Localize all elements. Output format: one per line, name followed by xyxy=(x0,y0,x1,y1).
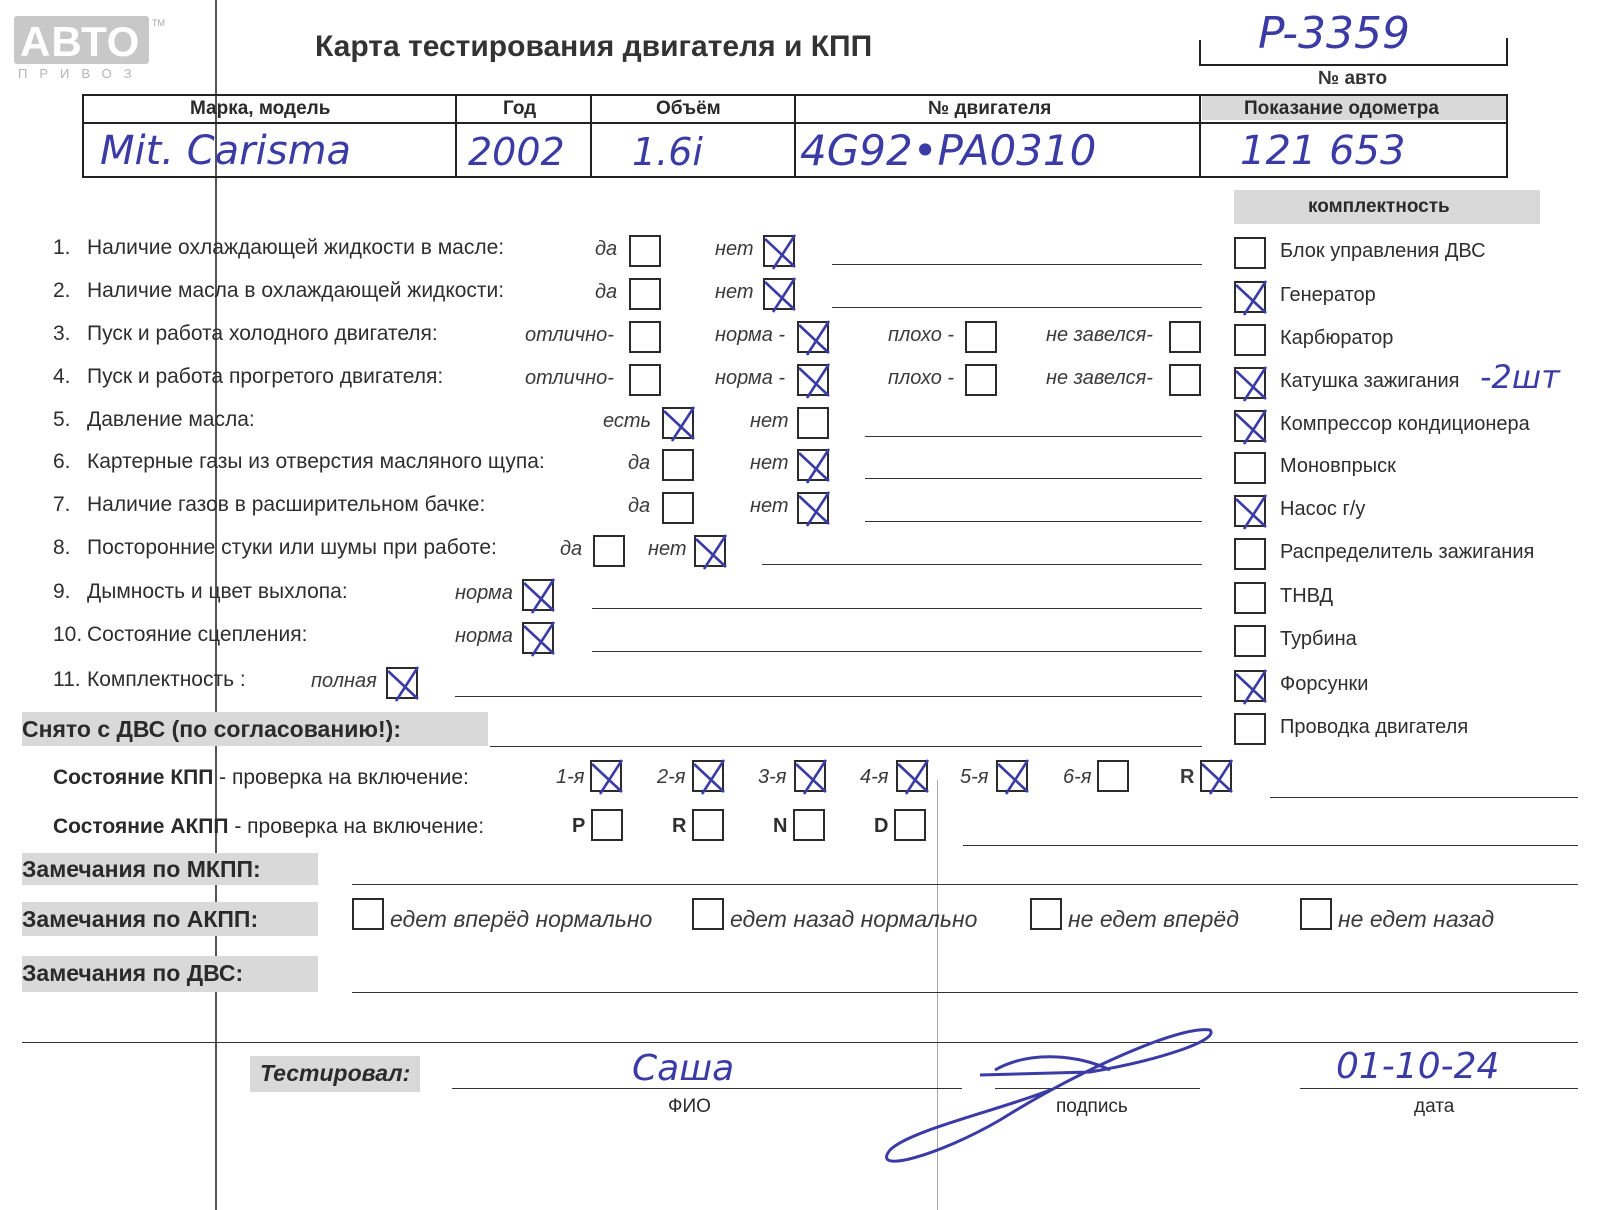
question-text: Комплектность : xyxy=(87,668,246,691)
answer-line xyxy=(865,521,1202,522)
akpp-line xyxy=(963,845,1578,846)
check-mark xyxy=(792,754,832,798)
akpp-position-label: R xyxy=(672,815,687,837)
check-mark xyxy=(520,616,560,660)
removed-line xyxy=(490,746,1202,747)
remarks-mkpp-label: Замечания по МКПП: xyxy=(22,856,261,882)
tested-label: Тестировал: xyxy=(260,1060,411,1086)
option-checkbox[interactable] xyxy=(629,235,661,267)
akpp-remark-checkbox[interactable] xyxy=(352,898,384,930)
akpp-remark-label: едет назад нормально xyxy=(730,906,978,932)
answer-line xyxy=(762,564,1202,565)
value-year: 2002 xyxy=(468,130,565,174)
completeness-checkbox[interactable] xyxy=(1234,713,1266,745)
option-label: да xyxy=(595,238,618,260)
question-number: 5. xyxy=(53,408,71,431)
option-label: нет xyxy=(750,452,789,474)
check-mark xyxy=(761,272,801,316)
question-number: 1. xyxy=(53,236,71,259)
answer-line xyxy=(832,307,1202,308)
completeness-item-label: Генератор xyxy=(1280,284,1376,306)
value-odometer: 121 653 xyxy=(1240,128,1406,174)
check-mark xyxy=(1232,489,1272,533)
question-number: 7. xyxy=(53,493,71,516)
completeness-item-label: Турбина xyxy=(1280,628,1357,650)
check-mark xyxy=(520,573,560,617)
col-odometer: Показание одометра xyxy=(1244,98,1439,119)
option-label: не завелся- xyxy=(1046,367,1153,389)
question-number: 3. xyxy=(53,322,71,345)
question-number: 8. xyxy=(53,536,71,559)
completeness-item-label: Карбюратор xyxy=(1280,327,1394,349)
value-make: Mit. Carisma xyxy=(100,128,352,174)
completeness-checkbox[interactable] xyxy=(1234,538,1266,570)
akpp-position-checkbox[interactable] xyxy=(591,809,623,841)
check-mark xyxy=(1232,404,1272,448)
option-checkbox[interactable] xyxy=(629,278,661,310)
akpp-remark-checkbox[interactable] xyxy=(692,898,724,930)
option-checkbox[interactable] xyxy=(662,449,694,481)
logo-sub: ПРИВОЗ xyxy=(18,66,144,81)
akpp-remark-label: едет вперёд нормально xyxy=(390,906,653,932)
kpp-line xyxy=(1270,797,1578,798)
option-label: нет xyxy=(750,495,789,517)
date-line xyxy=(1300,1088,1578,1089)
completeness-item-label: Моновпрыск xyxy=(1280,455,1396,477)
answer-line xyxy=(865,478,1202,479)
value-engine-no: 4G92•PA0310 xyxy=(800,126,1097,175)
gear-label: 1-я xyxy=(556,766,585,788)
option-label: плохо - xyxy=(888,367,955,389)
option-label: нет xyxy=(715,238,754,260)
answer-line xyxy=(832,264,1202,265)
check-mark xyxy=(1232,275,1272,319)
check-mark xyxy=(795,315,835,359)
col-year: Год xyxy=(503,98,537,119)
akpp-position-label: D xyxy=(874,815,889,837)
akpp-position-label: P xyxy=(572,815,586,837)
akpp-position-checkbox[interactable] xyxy=(894,809,926,841)
remarks-akpp-label: Замечания по АКПП: xyxy=(22,906,259,932)
completeness-item-label: Проводка двигателя xyxy=(1280,716,1469,738)
completeness-item-label: Катушка зажигания xyxy=(1280,370,1460,392)
check-mark xyxy=(894,754,934,798)
remarks-dvs-label: Замечания по ДВС: xyxy=(22,960,244,986)
question-text: Картерные газы из отверстия масляного щупа: xyxy=(87,450,545,473)
akpp-label xyxy=(53,815,484,839)
akpp-position-label: N xyxy=(773,815,788,837)
option-checkbox[interactable] xyxy=(1169,364,1201,396)
option-label: нет xyxy=(715,281,754,303)
check-mark xyxy=(994,754,1034,798)
akpp-remark-label: не едет назад xyxy=(1338,906,1495,932)
col-divider-1 xyxy=(455,94,457,178)
gear-label: 3-я xyxy=(758,766,787,788)
option-label: отлично- xyxy=(525,367,614,389)
completeness-item-label: Форсунки xyxy=(1280,673,1369,695)
question-text: Состояние сцепления: xyxy=(87,623,308,646)
completeness-checkbox[interactable] xyxy=(1234,324,1266,356)
option-label: норма - xyxy=(715,367,786,389)
check-mark xyxy=(795,358,835,402)
option-checkbox[interactable] xyxy=(965,364,997,396)
option-checkbox[interactable] xyxy=(965,321,997,353)
option-label: не завелся- xyxy=(1046,324,1153,346)
completeness-item-label: Насос г/у xyxy=(1280,498,1366,520)
date-label: дата xyxy=(1414,1096,1455,1117)
gear-label: R xyxy=(1180,766,1195,788)
gear-label: 4-я xyxy=(860,766,889,788)
option-label: нет xyxy=(750,410,789,432)
question-number: 2. xyxy=(53,279,71,302)
akpp-remark-label: не едет вперёд xyxy=(1068,906,1239,932)
option-label: отлично- xyxy=(525,324,614,346)
question-number: 11. xyxy=(53,668,81,691)
option-label: да xyxy=(595,281,618,303)
scan-line-left xyxy=(215,0,217,1210)
check-mark xyxy=(795,486,835,530)
check-mark xyxy=(795,443,835,487)
option-label: да xyxy=(628,452,651,474)
option-checkbox[interactable] xyxy=(629,321,661,353)
dvs-line-2 xyxy=(22,1042,1578,1043)
question-number: 4. xyxy=(53,365,71,388)
check-mark xyxy=(588,754,628,798)
completeness-item-label: Компрессор кондиционера xyxy=(1280,413,1530,435)
answer-line xyxy=(592,608,1202,609)
completeness-item-label: ТНВД xyxy=(1280,585,1334,607)
signature-label: подпись xyxy=(1056,1096,1128,1117)
question-text: Пуск и работа прогретого двигателя: xyxy=(87,365,444,388)
check-mark xyxy=(690,754,730,798)
removed-label: Снято с ДВС (по согласованию!): xyxy=(22,716,401,742)
akpp-remark-checkbox[interactable] xyxy=(1030,898,1062,930)
completeness-item-label: Блок управления ДВС xyxy=(1280,240,1486,262)
option-checkbox[interactable] xyxy=(629,364,661,396)
option-label: норма xyxy=(455,625,513,647)
question-text: Пуск и работа холодного двигателя: xyxy=(87,322,438,345)
option-checkbox[interactable] xyxy=(797,407,829,439)
car-no-label: № авто xyxy=(1318,68,1388,89)
check-mark xyxy=(384,661,424,705)
question-text: Посторонние стуки или шумы при работе: xyxy=(87,536,497,559)
header-line-a xyxy=(1199,40,1201,64)
completeness-item-label: Распределитель зажигания xyxy=(1280,541,1535,563)
header-line-c xyxy=(1199,64,1508,66)
option-label: нет xyxy=(648,538,687,560)
gear-checkbox[interactable] xyxy=(1097,760,1129,792)
fio-value: Саша xyxy=(632,1048,735,1089)
answer-line xyxy=(455,696,1202,697)
option-label: норма - xyxy=(715,324,786,346)
check-mark xyxy=(692,529,732,573)
signature-scribble xyxy=(880,1030,1240,1170)
question-number: 10. xyxy=(53,623,83,646)
check-mark xyxy=(1232,664,1272,708)
col-volume: Объём xyxy=(656,98,721,119)
car-number-handwritten: P-3359 xyxy=(1258,8,1410,59)
col-make: Марка, модель xyxy=(190,98,331,119)
mkpp-line xyxy=(352,884,1578,885)
header-line-b xyxy=(1506,38,1508,64)
option-label: есть xyxy=(603,410,652,432)
logo xyxy=(14,16,165,81)
completeness-checkbox[interactable] xyxy=(1234,237,1266,269)
option-label: да xyxy=(560,538,583,560)
completeness-checkbox[interactable] xyxy=(1234,452,1266,484)
completeness-header: комплектность xyxy=(1308,196,1450,217)
option-label: полная xyxy=(311,670,377,692)
completeness-checkbox[interactable] xyxy=(1234,625,1266,657)
check-mark xyxy=(1198,754,1238,798)
akpp-position-checkbox[interactable] xyxy=(692,809,724,841)
col-divider-3 xyxy=(794,94,796,178)
answer-line xyxy=(865,436,1202,437)
check-mark xyxy=(1232,361,1272,405)
answer-line xyxy=(592,651,1202,652)
question-text: Наличие газов в расширительном бачке: xyxy=(87,493,486,516)
col-divider-4 xyxy=(1199,94,1201,178)
option-label: да xyxy=(628,495,651,517)
value-volume: 1.6i xyxy=(632,130,703,174)
kpp-label-rest: - проверка на включение: xyxy=(213,766,469,789)
completeness-note: -2шт xyxy=(1480,358,1560,396)
option-checkbox[interactable] xyxy=(593,535,625,567)
logo-tm: TM xyxy=(152,18,165,28)
kpp-label-bold: Состояние КПП xyxy=(53,766,214,789)
question-number: 6. xyxy=(53,450,71,473)
option-label: плохо - xyxy=(888,324,955,346)
option-label: норма xyxy=(455,582,513,604)
gear-label: 5-я xyxy=(960,766,989,788)
fio-label: ФИО xyxy=(668,1096,711,1117)
gear-label: 2-я xyxy=(657,766,686,788)
akpp-position-checkbox[interactable] xyxy=(793,809,825,841)
question-text: Дымность и цвет выхлопа: xyxy=(87,580,348,603)
check-mark xyxy=(761,229,801,273)
col-engine-no: № двигателя xyxy=(928,98,1052,119)
kpp-label xyxy=(53,766,469,790)
dvs-line-1 xyxy=(352,992,1578,993)
option-checkbox[interactable] xyxy=(1169,321,1201,353)
page-title: Карта тестирования двигателя и КПП xyxy=(315,30,873,63)
question-number: 9. xyxy=(53,580,71,603)
akpp-label-bold: Состояние АКПП xyxy=(53,815,229,838)
check-mark xyxy=(660,401,700,445)
logo-text: АВТО xyxy=(20,18,141,65)
gear-label: 6-я xyxy=(1063,766,1092,788)
completeness-checkbox[interactable] xyxy=(1234,582,1266,614)
akpp-remark-checkbox[interactable] xyxy=(1300,898,1332,930)
question-text: Наличие масла в охлаждающей жидкости: xyxy=(87,279,505,302)
date-value: 01-10-24 xyxy=(1336,1046,1500,1087)
question-text: Давление масла: xyxy=(87,408,255,431)
col-divider-2 xyxy=(590,94,592,178)
akpp-label-rest: - проверка на включение: xyxy=(228,815,485,838)
question-text: Наличие охлаждающей жидкости в масле: xyxy=(87,236,505,259)
option-checkbox[interactable] xyxy=(662,492,694,524)
